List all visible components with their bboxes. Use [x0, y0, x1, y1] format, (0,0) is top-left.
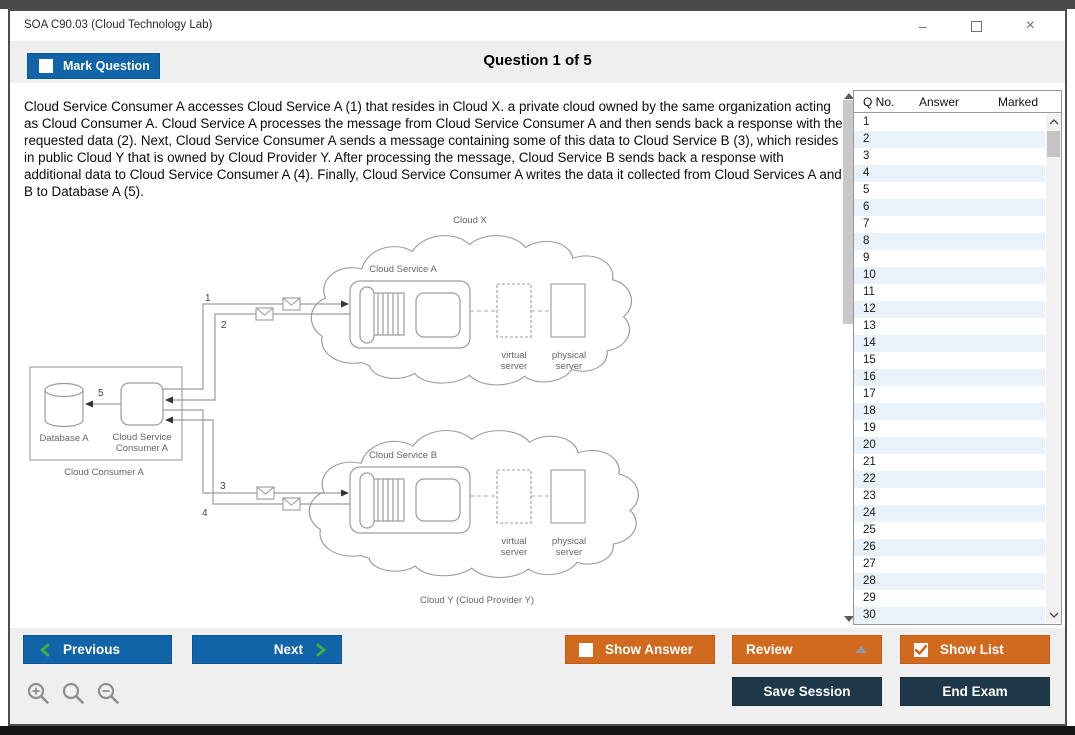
chevron-left-icon	[39, 643, 51, 657]
physical-server-b-label1: physical	[551, 536, 587, 547]
question-counter: Question 1 of 5	[483, 52, 592, 69]
consumer-label1: Cloud Service	[112, 432, 172, 443]
list-item[interactable]: 17	[863, 388, 876, 400]
list-item[interactable]: 3	[863, 150, 870, 162]
list-item[interactable]: 10	[854, 267, 1045, 284]
physical-server-b-label2: server	[555, 547, 583, 558]
list-item[interactable]: 9	[863, 252, 870, 264]
virtual-server-b-label2: server	[500, 547, 528, 558]
list-item[interactable]: 22	[854, 471, 1045, 488]
review-button[interactable]	[732, 635, 882, 664]
question-content	[10, 83, 1065, 628]
list-item[interactable]: 25	[863, 524, 876, 536]
list-item[interactable]: 21	[863, 456, 876, 468]
chevron-right-icon	[315, 643, 327, 657]
cloud-consumer-a-label: Cloud Consumer A	[64, 467, 144, 478]
list-item[interactable]: 4	[854, 165, 1045, 182]
question-diagram	[15, 204, 659, 618]
list-item[interactable]: 20	[854, 437, 1045, 454]
list-item[interactable]: 12	[854, 301, 1045, 318]
footer-bar	[10, 628, 1065, 724]
virtual-server-b-box	[497, 470, 531, 523]
step-1-label: 1	[205, 293, 211, 304]
cloud-service-a-icon	[350, 281, 470, 348]
list-item[interactable]: 5	[863, 184, 870, 196]
cloud-service-b-icon	[350, 467, 470, 533]
physical-server-a-label2: server	[555, 361, 583, 372]
question-list-scroll-thumb[interactable]	[1047, 131, 1060, 157]
question-header-bar	[10, 41, 1065, 83]
question-text: Cloud Service Consumer A accesses Cloud Service A (1) that resides in Cloud X. a private cloud owned by the same organization acting as Cloud Consumer A. Cloud Service A processes the message from Cloud Service Consumer A and then sends back a response with the requested data (2). Next, Cloud Service Consumer A sends a message containing some of this data to Cloud Service B (3), which resides in public Cloud Y that is owned by Cloud Provider Y. After processing the message, Cloud Service B sends back a response with additional data to Cloud Service Consumer A (4). Finally, Cloud Service Consumer A writes the data it collected from Cloud Services A and B to Database A (5).	[24, 99, 843, 199]
list-item[interactable]: 24	[854, 505, 1045, 522]
step-3-label: 3	[220, 481, 226, 492]
show-answer-checkbox[interactable]	[579, 643, 593, 657]
step-5-label: 5	[98, 388, 104, 399]
list-item[interactable]: 19	[863, 422, 876, 434]
show-answer-button[interactable]	[565, 635, 715, 664]
step-2-label: 2	[221, 320, 227, 331]
window-controls	[919, 18, 1035, 34]
list-item[interactable]: 6	[854, 199, 1045, 216]
list-item[interactable]: 29	[863, 592, 876, 604]
previous-label: Previous	[63, 642, 121, 657]
database-a-icon	[45, 384, 83, 427]
zoom-in-icon[interactable]	[26, 681, 52, 707]
end-exam-button[interactable]	[900, 677, 1050, 706]
show-list-button[interactable]	[900, 635, 1050, 664]
physical-server-b-box	[551, 470, 585, 523]
list-scroll-down-icon[interactable]	[1047, 608, 1060, 622]
list-item[interactable]: 27	[863, 558, 876, 570]
screen-top-band	[0, 0, 1075, 9]
cloud-y-label: Cloud Y (Cloud Provider Y)	[419, 595, 535, 606]
question-list-body	[854, 114, 1045, 624]
question-list-scrollbar[interactable]	[1046, 114, 1061, 623]
question-list-header	[854, 91, 1061, 113]
close-icon[interactable]: ×	[1025, 17, 1035, 34]
list-scroll-up-icon[interactable]	[1047, 115, 1060, 129]
list-item[interactable]: 30	[854, 607, 1045, 624]
database-a-label: Database A	[39, 433, 89, 444]
list-item[interactable]: 2	[854, 131, 1045, 148]
cloud-service-a-label: Cloud Service A	[369, 264, 437, 275]
next-label: Next	[273, 642, 303, 657]
checkmark-icon	[913, 642, 929, 658]
show-list-checkbox[interactable]	[914, 643, 928, 657]
list-item[interactable]: 16	[854, 369, 1045, 386]
virtual-server-a-box	[497, 284, 531, 337]
list-item[interactable]: 1	[863, 116, 870, 128]
message-envelope-icons	[256, 298, 300, 510]
zoom-reset-icon[interactable]	[61, 681, 87, 707]
show-list-label: Show List	[940, 642, 1004, 657]
screen-bottom-band	[0, 726, 1075, 735]
virtual-server-a-label2: server	[500, 361, 528, 372]
title-bar	[10, 11, 1065, 41]
cloud-service-consumer-a-icon	[121, 383, 163, 425]
list-item[interactable]: 15	[863, 354, 876, 366]
app-window	[8, 9, 1067, 726]
column-qno: Q No.	[863, 94, 895, 109]
minimize-icon[interactable]: –	[918, 18, 927, 34]
physical-server-a-label1: physical	[551, 350, 587, 361]
list-item[interactable]: 8	[854, 233, 1045, 250]
previous-button[interactable]	[23, 635, 172, 664]
window-title: SOA C90.03 (Cloud Technology Lab)	[24, 19, 213, 31]
cloud-service-b-label: Cloud Service B	[368, 450, 438, 461]
end-exam-label: End Exam	[942, 684, 1008, 699]
step-4-label: 4	[202, 508, 208, 519]
virtual-server-b-label1: virtual	[501, 536, 527, 547]
list-item[interactable]: 7	[863, 218, 870, 230]
physical-server-a-box	[551, 284, 585, 337]
list-item[interactable]: 26	[854, 539, 1045, 556]
column-answer: Answer	[919, 94, 960, 109]
column-marked: Marked	[998, 94, 1039, 109]
list-item[interactable]: 14	[854, 335, 1045, 352]
list-item[interactable]: 13	[863, 320, 876, 332]
list-item[interactable]: 18	[854, 403, 1045, 420]
review-label: Review	[746, 642, 793, 657]
zoom-controls	[26, 681, 122, 707]
list-item[interactable]: 23	[863, 490, 876, 502]
zoom-out-icon[interactable]	[96, 681, 122, 707]
consumer-label2: Consumer A	[115, 443, 169, 454]
next-button[interactable]	[192, 635, 342, 664]
show-answer-label: Show Answer	[605, 642, 694, 657]
list-item[interactable]: 28	[854, 573, 1045, 590]
virtual-server-a-label1: virtual	[501, 350, 527, 361]
save-session-button[interactable]	[732, 677, 882, 706]
cloud-x-label: Cloud X	[453, 215, 487, 226]
maximize-icon[interactable]	[971, 21, 982, 32]
list-item[interactable]: 11	[863, 286, 875, 298]
mark-question-label: Mark Question	[63, 59, 150, 73]
question-list-panel	[853, 90, 1062, 625]
save-session-label: Save Session	[763, 684, 851, 699]
caret-up-icon	[855, 646, 867, 653]
